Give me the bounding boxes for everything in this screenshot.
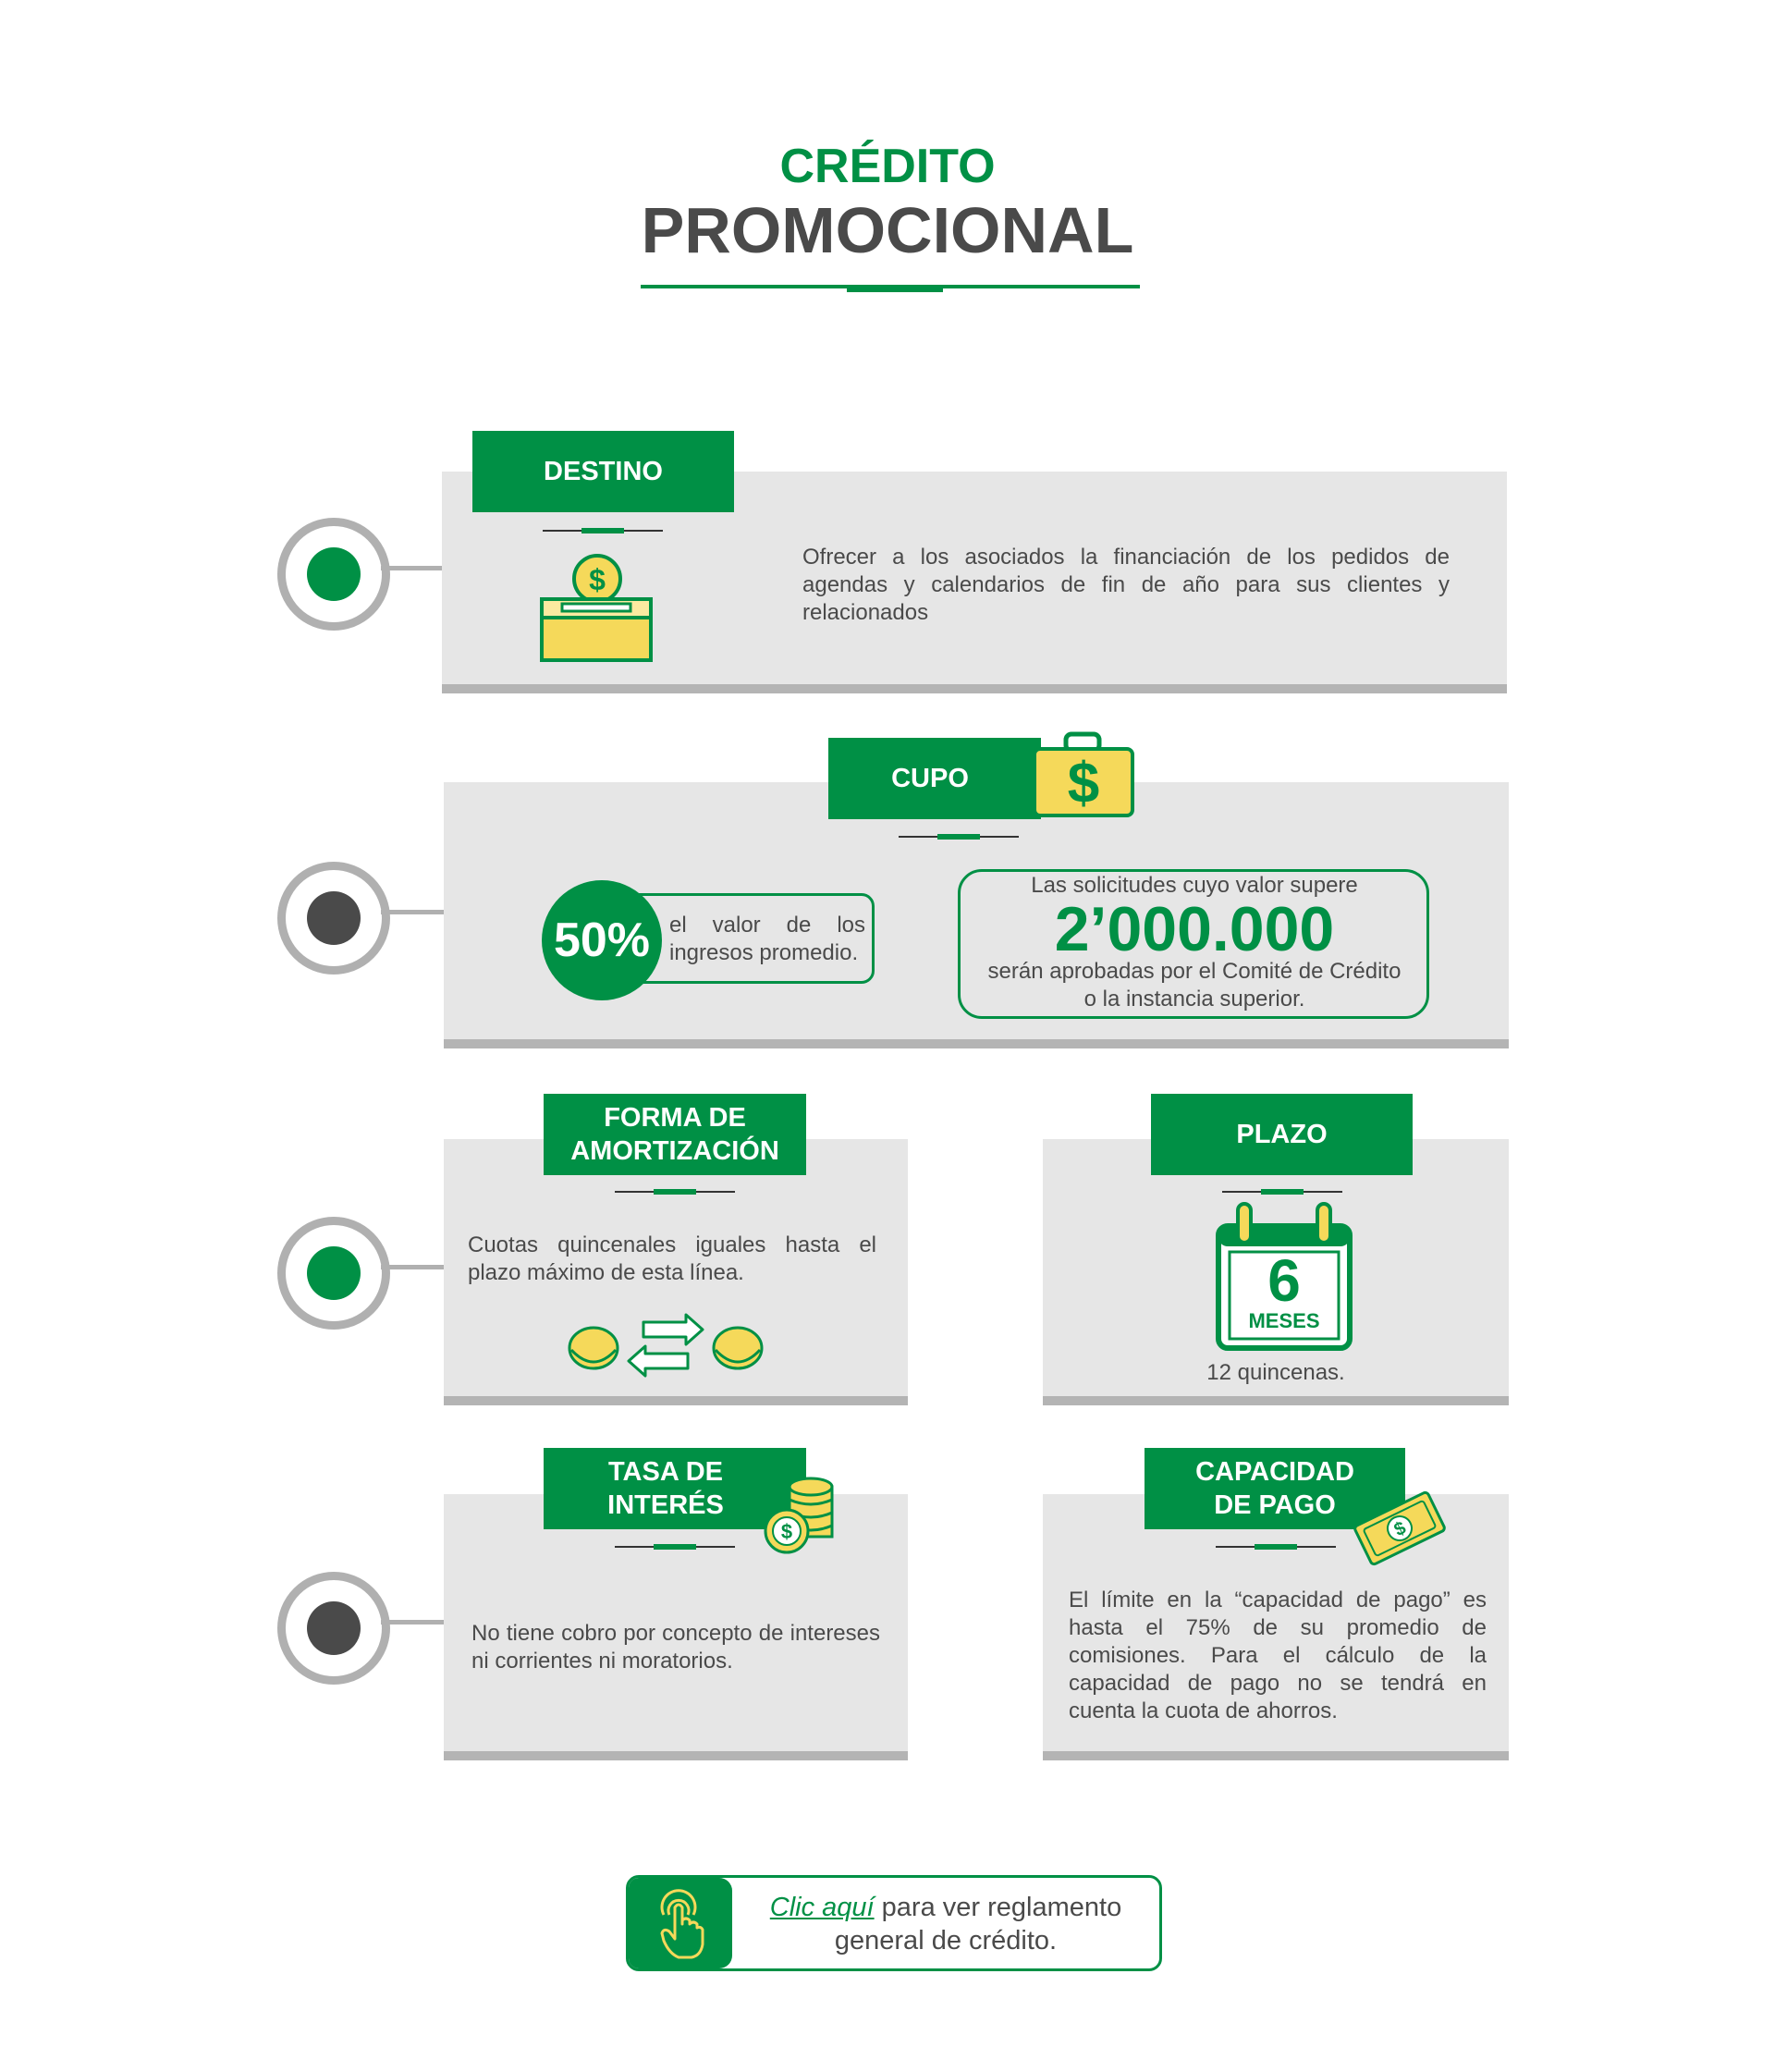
- destino-divider: [543, 530, 663, 532]
- reglamento-link-button[interactable]: [626, 1875, 1162, 1971]
- coin-stack-icon: [762, 1476, 838, 1555]
- cta-text-rest1: para ver reglamento: [874, 1893, 1122, 1922]
- amortizacion-text: Cuotas quincenales iguales hasta el plazo máximo de esta línea.: [468, 1232, 876, 1285]
- timeline-connector-1: [381, 566, 442, 570]
- timeline-dot-green: [307, 1246, 361, 1300]
- timeline-dot-dark: [307, 1601, 361, 1655]
- cta-text: [732, 1891, 1159, 1957]
- page-title: [0, 139, 1775, 266]
- timeline-node-4: [277, 1572, 390, 1685]
- banknote-icon: [1352, 1487, 1448, 1570]
- svg-text:$: $: [780, 1520, 793, 1543]
- money-box-icon: [536, 553, 656, 664]
- title-line-2: PROMOCIONAL: [641, 194, 1134, 266]
- timeline-node-3: [277, 1217, 390, 1330]
- tasa-tab-line2: INTERÉS: [607, 1490, 724, 1520]
- plazo-unit: MESES: [1248, 1309, 1320, 1332]
- capacidad-tab-line2: DE PAGO: [1214, 1490, 1336, 1520]
- svg-text:$: $: [589, 563, 606, 596]
- plazo-number: 6: [1267, 1247, 1301, 1314]
- amortizacion-divider: [615, 1191, 735, 1193]
- capacidad-tab-line1: CAPACIDAD: [1195, 1456, 1354, 1487]
- timeline-connector-4: [381, 1620, 444, 1624]
- percent-text: el valor de los ingresos promedio.: [669, 913, 865, 965]
- plazo-caption: 12 quincenas.: [1206, 1360, 1345, 1385]
- timeline-connector-2: [381, 910, 444, 914]
- tasa-text: No tiene cobro por concepto de intereses ni corrientes ni moratorios.: [471, 1621, 880, 1674]
- svg-text:$: $: [1390, 1517, 1410, 1541]
- title-underline-accent: [847, 285, 943, 292]
- cta-text-rest2: general de crédito.: [834, 1926, 1058, 1956]
- capacidad-text: El límite en la “capacidad de pago” es hasta el 75% de su promedio de comisiones. Para el cálculo de la capacidad de pago no se tendrá en cuenta la cuota de ahorros.: [1069, 1588, 1487, 1723]
- cta-icon-box: [629, 1878, 732, 1968]
- plazo-tab-label: PLAZO: [1236, 1119, 1328, 1149]
- threshold-value: 2’000.000: [1054, 894, 1335, 964]
- plazo-tab: [1151, 1094, 1413, 1175]
- tasa-divider: [615, 1546, 735, 1548]
- cupo-tab: [828, 738, 1041, 819]
- timeline-node-2: [277, 862, 390, 975]
- amortizacion-tab: [544, 1094, 806, 1175]
- timeline-node-1: [277, 518, 390, 631]
- timeline-dot-green: [307, 547, 361, 601]
- capacidad-divider: [1216, 1546, 1336, 1548]
- tasa-tab-line1: TASA DE: [607, 1456, 724, 1487]
- plazo-divider: [1222, 1191, 1342, 1193]
- cupo-tab-label: CUPO: [891, 763, 969, 793]
- svg-text:$: $: [1067, 752, 1100, 815]
- amortizacion-tab-line2: AMORTIZACIÓN: [570, 1136, 779, 1166]
- timeline-connector-3: [381, 1265, 444, 1269]
- timeline-dot-dark: [307, 891, 361, 945]
- calendar-icon: [1215, 1200, 1353, 1352]
- money-briefcase-icon: [1031, 730, 1138, 819]
- amortizacion-tab-line1: FORMA DE: [604, 1102, 746, 1133]
- percent-circle: [542, 880, 662, 1000]
- threshold-outro: serán aprobadas por el Comité de Crédito o la instancia superior.: [987, 959, 1402, 1011]
- destino-tab-label: DESTINO: [544, 456, 663, 486]
- cupo-divider: [899, 836, 1019, 838]
- percent-value: 50%: [553, 913, 651, 967]
- tap-hand-icon: [651, 1887, 710, 1961]
- destino-tab: [472, 431, 734, 512]
- coins-exchange-icon: [566, 1313, 765, 1383]
- destino-text: Ofrecer a los asociados la financiación de los pedidos de agendas y calendarios de fin de año para sus clientes y relacionados: [802, 545, 1450, 625]
- threshold-intro: Las solicitudes cuyo valor supere: [1031, 873, 1358, 898]
- title-line-1: CRÉDITO: [779, 140, 996, 193]
- clic-aqui-link[interactable]: Clic aquí: [769, 1893, 875, 1922]
